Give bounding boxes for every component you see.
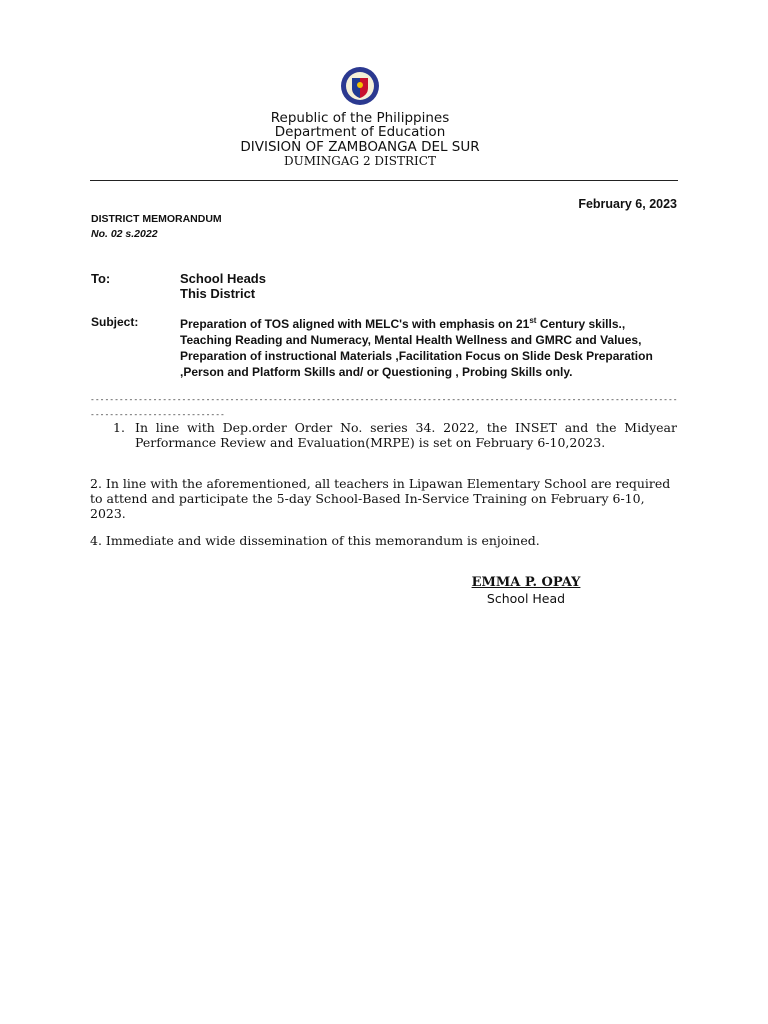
paragraph-2: 2. In line with the aforementioned, all teachers in Lipawan Elementary School are required to attend and participate the 5-day School-Based In-Service Training on February 6-10, 2023. [90,476,671,521]
header-district: DUMINGAG 2 DISTRICT [284,154,436,168]
signatory-role: School Head [486,591,566,606]
header-republic: Republic of the Philippines [270,110,450,126]
subject-part2: Century skills., Teaching Reading and Numeracy, Mental Health Wellness and GMRC and Values, Preparation of instructional Materials ,Facilitation Focus on Slide Desk Preparation ,Person and Platform Skills and/ or Questioning , Probing Skills only. [180,317,653,379]
subject-label: Subject: [91,315,139,329]
signatory-name: EMMA P. OPAY [471,575,581,590]
paragraph-1-number: 1. [113,420,125,435]
deped-seal-icon [337,66,383,106]
to-label: To: [91,271,111,286]
paragraph-3: 4. Immediate and wide dissemination of this memorandum is enjoined. [90,533,540,548]
subject-superscript: st [529,316,537,325]
to-recipient-scope: This District [180,286,256,301]
header-department: Department of Education [274,124,446,140]
memo-date: February 6, 2023 [578,197,677,211]
memo-number: No. 02 s.2022 [91,228,158,240]
header-rule [90,180,678,181]
header-division: DIVISION OF ZAMBOANGA DEL SUR [240,139,480,155]
dashed-separator: ------------------------------------------------------------------------------------------------------------------------------------------------------ [90,395,678,419]
subject-part1: Preparation of TOS aligned with MELC's with emphasis on 21 [180,317,530,331]
memo-title: DISTRICT MEMORANDUM [91,213,222,225]
subject-text [180,313,678,380]
paragraph-1: In line with Dep.order Order No. series 34. 2022, the INSET and the Midyear Performance Review and Evaluation(MRPE) is set on February 6-10,2023. [135,420,677,450]
to-recipient: School Heads [180,271,266,286]
